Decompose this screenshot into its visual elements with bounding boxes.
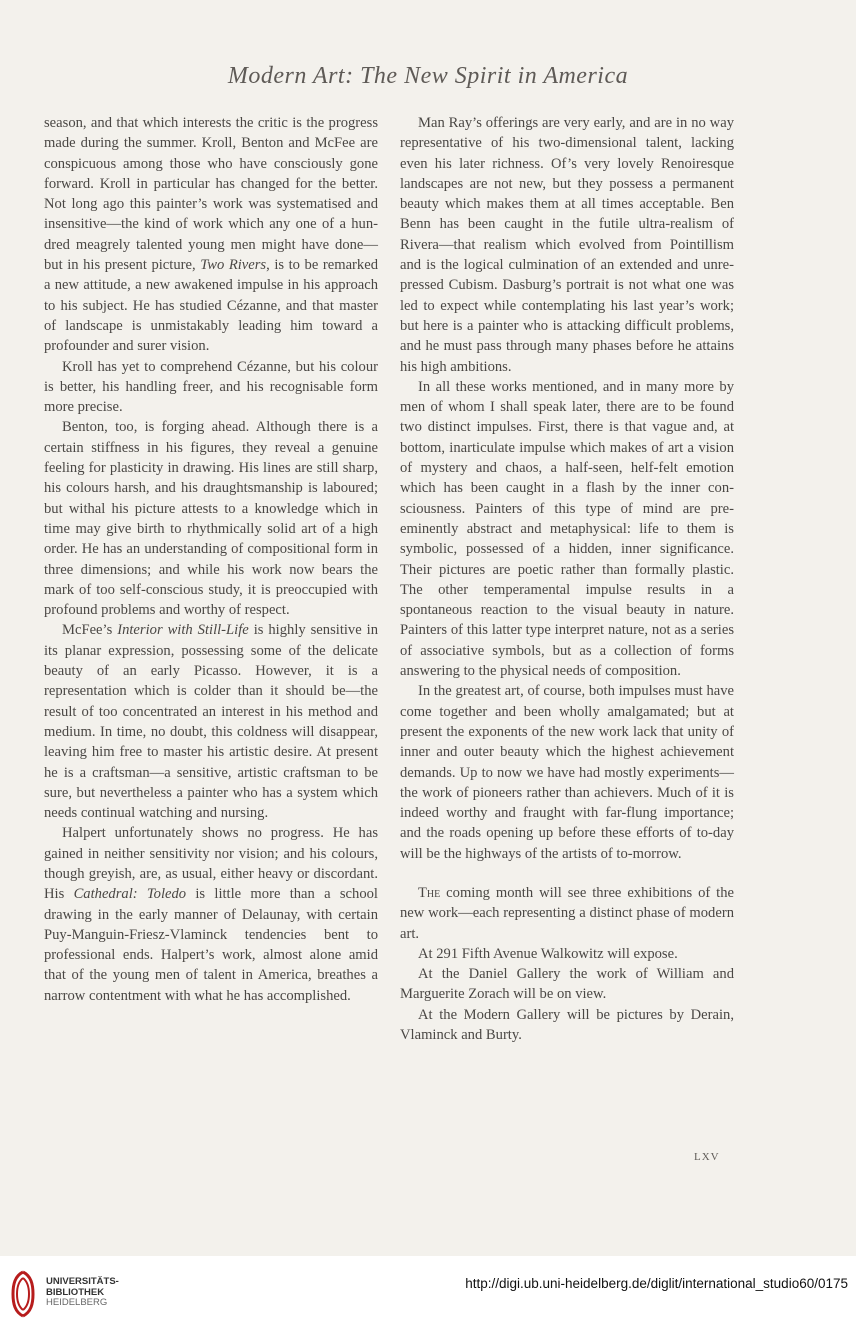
footer-bar [0, 1256, 856, 1329]
paragraph: McFee’s Interior with Still-Life is highly sensitive in its planar expression, possessing some of the delicate beauty of an early Picasso. However, it is a representation which is colder than it should be—the result of too concentrated an interest in his method and medium. In time, no doubt, this coldness will disappear, leaving him free to master his artistic desire. At present he is a craftsman—a sensitive, artistic craftsman to be sure, but nevertheless a painter who has a system which needs continual watching and nursing. [44, 622, 379, 822]
running-header: Modern Art: The New Spirit in America [227, 63, 629, 89]
paragraph: Benton, too, is forging ahead. Although there is a certain stiffness in his figures, they reveal a genuine feeling for plasticity in drawing. His lines are still sharp, his colours harsh, and his draughtsmanship is laboured; but withal his picture attests to a knowledge which in time may give birth to rhythmically solid art of a high order. He has an understanding of compositional form in three dimensions; and while his work now bears the mark of too self-conscious study, it is preoccupied with profound problems and worthy of respect. [44, 419, 378, 619]
source-url[interactable]: http://digi.ub.uni-heidelberg.de/diglit/international_studio60/0175 [465, 1276, 848, 1291]
paragraph: In all these works mentioned, and in many more by men of whom I shall speak later, there are to be found two distinct impulses. First, there is that vague and, at bottom, inarticulate impulse which makes of art a vision of mystery and chaos, a half-seen, helf-felt emotion which has been caught in a flash by the inner consciousness. Painters of this type of mind are pre-eminently abstract and metaphysical: life to them is symbolic, possessed of a hidden, inner significance. Their pictures are poetic rather than formally plastic. The other temperamental impulse results in a spontaneous reaction to the visual beauty in nature. Painters of this latter type interpret nature, not as a series of associative symbols, but as a collection of forms answering to the physical needs of composition. [400, 378, 734, 680]
paragraph: At the Modern Gallery will be pictures by Derain, Vlaminck and Burty. [400, 1006, 734, 1044]
paragraph: At 291 Fifth Avenue Walkowitz will expose. [418, 945, 678, 962]
paragraph: season, and that which interests the critic is the progress made during the summer. Kroll, Benton and McFee are conspicuous among those who have consciously gone forward. Kroll in particular has changed for the better. Not long ago this painter’s work was systematised and insensitive—the kind of work which any one of a hundred meagrely talented young men might have done—but in his present picture, Two Rivers, is to be remarked a new attitude, a new awakened impulse in his approach to his subject. He has studied Cézanne, and that master of landscape is unmistakably leading him toward a profounder and surer vision. [44, 115, 378, 355]
library-logo-icon [10, 1270, 36, 1318]
paragraph: In the greatest art, of course, both impulses must have come together and been wholly amalgamated; but at present the exponents of the new work lack that unity of inner and outer beauty which the highest achievement demands. Up to now we have had mostly experiments—the work of pioneers rather than achievers. Much of it is indeed worthy and fraught with far-flung importance; and the roads opening up before these efforts of to-day will be the highways of the artists of to-morrow. [400, 683, 734, 862]
right-column [400, 113, 734, 1045]
library-name: UNIVERSITÄTS- BIBLIOTHEK HEIDELBERG [46, 1276, 119, 1308]
paragraph: The coming month will see three exhibitions of the new work—each representing a distinct phase of modern art. [400, 884, 734, 942]
paragraph: Kroll has yet to comprehend Cézanne, but his colour is better, his handling freer, and his recognisable form more precise. [44, 358, 378, 416]
paragraph: Man Ray’s offerings are very early, and are in no way representative of his two-dimensional talent, lacking even his later richness. Of’s very lovely Renoiresque landscapes are not new, but they possess a permanent beauty which makes them at all times acceptable. Ben Benn has been caught in the futile ultra-realism of Rivera—that realism which evolved from Pointillism and is the logical culmination of an extended and unrepressed Cubism. Dasburg’s portrait is not what one was led to expect while contemplating his last year’s work; but here is a painter who is attacking difficult problems, and he must pass through many phases before he attains his high ambitions. [400, 115, 734, 375]
page-number: LXV [694, 1151, 720, 1163]
left-column [44, 113, 378, 1006]
paragraph: Halpert unfortunately shows no progress. He has gained in neither sensitivity nor vision; and his colours, though greyish, are, as usual, either heavy or discordant. His Cathedral: Toledo is little more than a school drawing in the early manner of Delaunay, with certain Puy-Manguin-Friesz-Vlaminck tendencies bent to professional ends. Halpert’s work, almost alone amid that of the young men of talent in America, breathes a narrow contentment with what he has accomplished. [44, 825, 378, 1004]
paragraph: At the Daniel Gallery the work of William and Marguerite Zorach will be on view. [400, 966, 734, 1003]
